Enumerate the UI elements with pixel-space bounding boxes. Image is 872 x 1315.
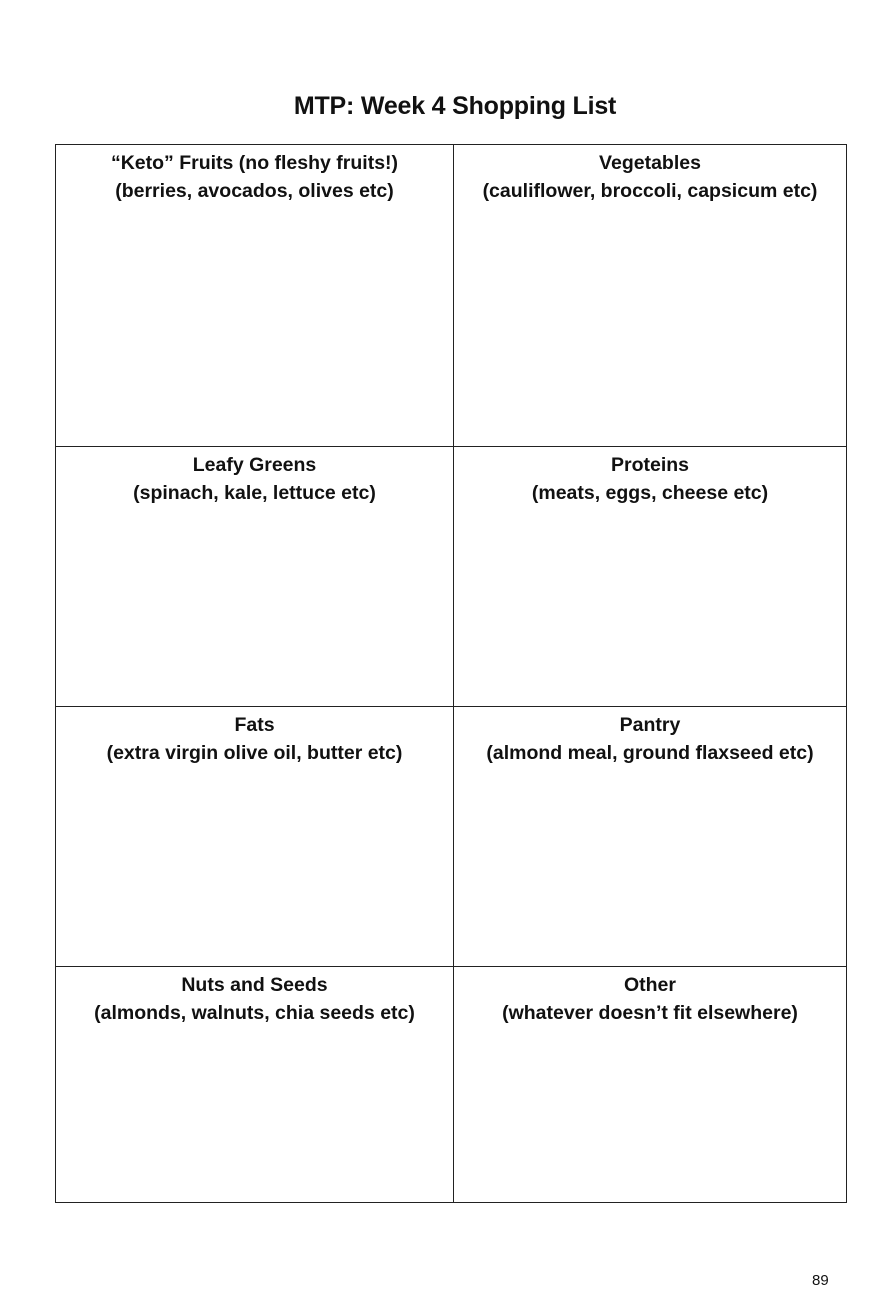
page-number: 89 (812, 1272, 829, 1289)
category-heading: “Keto” Fruits (no fleshy fruits!) (110, 152, 399, 174)
category-cell-leafy-greens (56, 447, 454, 707)
category-heading: Pantry (619, 714, 681, 736)
grid-row (56, 967, 847, 1203)
grid-row (56, 707, 847, 967)
page-title: MTP: Week 4 Shopping List (293, 92, 617, 120)
category-heading: Nuts and Seeds (181, 974, 328, 996)
category-examples: (extra virgin olive oil, butter etc) (106, 742, 403, 764)
category-heading: Leafy Greens (192, 454, 317, 476)
category-examples: (almond meal, ground flaxseed etc) (486, 742, 814, 764)
category-examples: (almonds, walnuts, chia seeds etc) (94, 1002, 415, 1024)
category-heading: Other (623, 974, 676, 996)
category-heading: Vegetables (599, 152, 701, 174)
category-cell-fats (56, 707, 454, 967)
grid-row (56, 447, 847, 707)
category-examples: (whatever doesn’t fit elsewhere) (502, 1002, 798, 1024)
category-cell-nuts-and-seeds (56, 967, 454, 1203)
category-examples: (meats, eggs, cheese etc) (531, 482, 769, 504)
category-examples: (spinach, kale, lettuce etc) (133, 482, 376, 504)
category-cell-keto-fruits (56, 145, 454, 447)
grid-row (56, 145, 847, 447)
category-cell-vegetables (454, 145, 847, 447)
category-heading: Fats (234, 714, 275, 736)
category-cell-other (454, 967, 847, 1203)
category-heading: Proteins (610, 454, 690, 476)
category-examples: (berries, avocados, olives etc) (115, 180, 394, 202)
category-examples: (cauliflower, broccoli, capsicum etc) (482, 180, 818, 202)
category-cell-proteins (454, 447, 847, 707)
category-cell-pantry (454, 707, 847, 967)
shopping-list-grid (55, 144, 847, 1203)
